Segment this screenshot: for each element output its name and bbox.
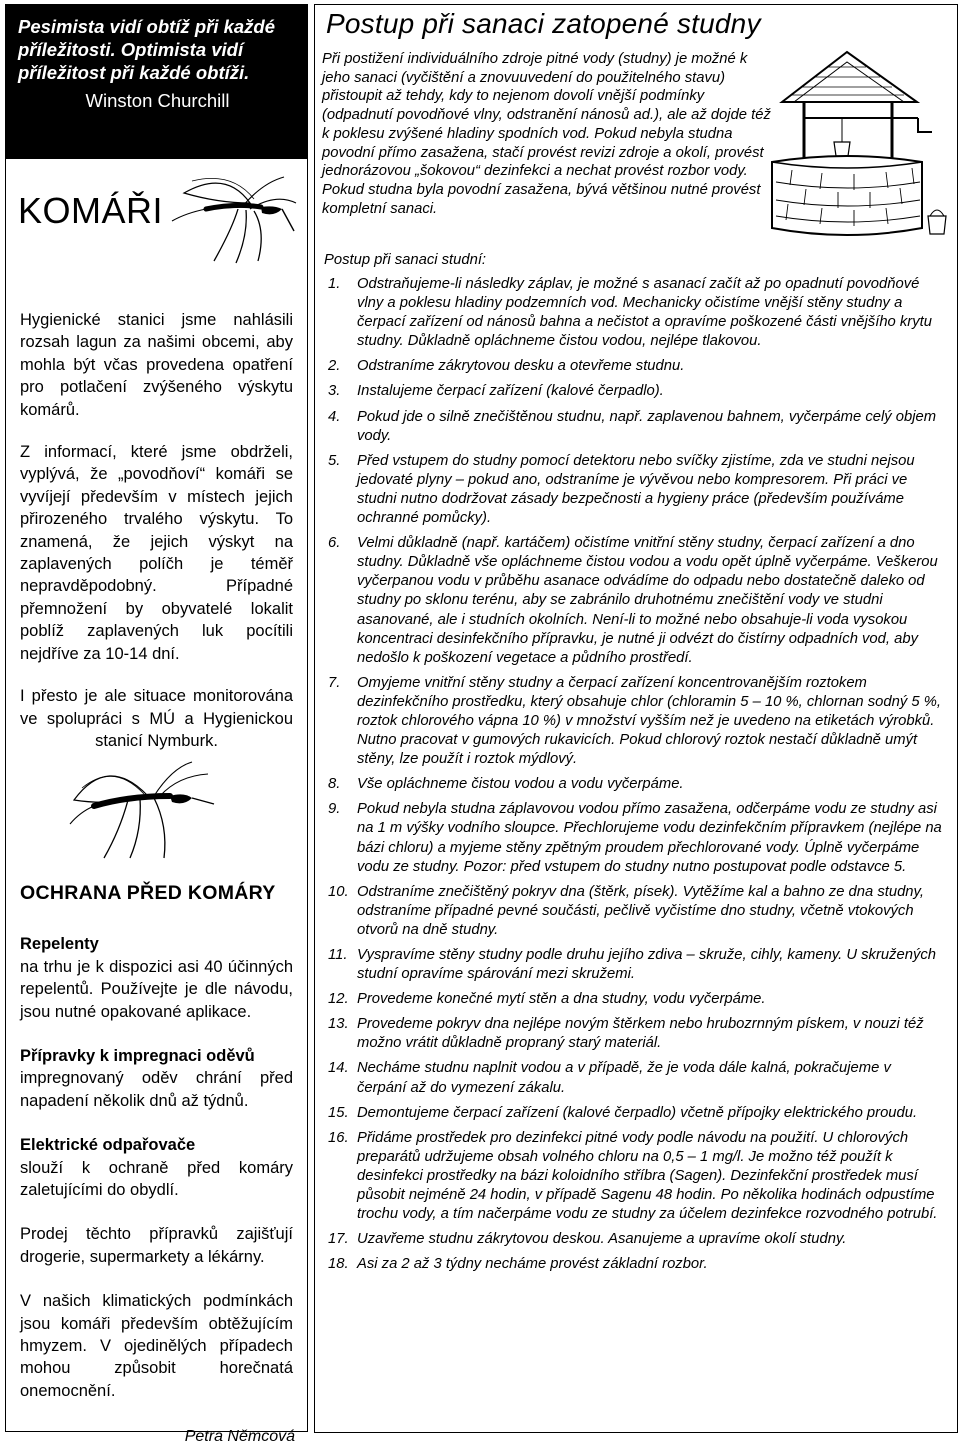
step-text: Asi za 2 až 3 týdny necháme provést základní rozbor. bbox=[357, 1256, 708, 1273]
step-text: Instalujeme čerpací zařízení (kalové čerpadlo). bbox=[357, 383, 664, 400]
list-item bbox=[324, 946, 944, 984]
article-title: Postup při sanaci zatopené studny bbox=[326, 8, 761, 39]
step-number: 15. bbox=[328, 1104, 349, 1121]
list-item bbox=[324, 800, 944, 876]
komari-paragraph-2: Z informací, které jsme obdrželi, vyplývá, že „povodňoví“ komáři se vyvíjejí především v místech jejich přirozeného trvalého výskytu. To znamená, že jejich výskyt na zaplavených políčh je téměř nepravděpodobný. Případné přemnožení by obyvatelé lokalit poblíž zaplavených luk pocítili nejdříve za 10-14 dní. bbox=[20, 443, 293, 663]
signature: Petra Němcová bbox=[184, 1428, 295, 1446]
impregnace-text: impregnovaný oděv chrání před napadení několik dnů až týdnů. bbox=[20, 1069, 293, 1110]
list-item bbox=[324, 1255, 944, 1274]
prodej-text: Prodej těchto přípravků zajišťují drogerie, supermarkety a lékárny. bbox=[20, 1225, 293, 1266]
step-text: Odstraníme zákrytovou desku a otevřeme studnu. bbox=[357, 358, 685, 375]
step-number: 6. bbox=[328, 535, 341, 552]
step-text: Provedeme konečné mytí stěn a dna studny, vodu vyčerpáme. bbox=[357, 991, 766, 1008]
list-item bbox=[324, 775, 944, 794]
komari-heading: KOMÁŘI bbox=[18, 190, 164, 231]
list-item bbox=[324, 452, 944, 528]
step-number: 8. bbox=[328, 776, 341, 793]
step-text: Vyspravíme stěny studny podle druhu jejího zdiva – skruže, cihly, kameny. U skružených studní opravíme spárování mezi skružemi. bbox=[357, 947, 936, 983]
mosquito-icon bbox=[166, 173, 298, 265]
step-text: Velmi důkladně (např. kartáčem) očistíme vnitřní stěny studny, čerpací zařízení a dno studny. Důkladně vše opláchneme čistou vodou a vodu opět úplně vyčerpáme. Veškerou vyčerpanou vodu v průběhu asanace odvádíme do odpadu nebo dostatečně daleko od studny po sklonu terénu, aby se zabránilo druhotnému znečištění vody ve studni asanované, ale i studních okolních. Není-li to možné nebo obsahuje-li voda vysokou koncentraci desinfekčního přípravku, je nutné ji odvézt do čistírny odpadních vod, aby nedošlo k poškození vegetace a půdního prostředí. bbox=[357, 535, 938, 666]
step-text: Uzavřeme studnu zákrytovou deskou. Asanujeme a upravíme okolí studny. bbox=[357, 1231, 847, 1248]
intro-paragraph: Při postižení individuálního zdroje pitné vody (studny) je možné k jeho sanaci (vyčištění a znovuuvedení do použitelného stavu) přistoupit až tehdy, kdy to nejenom dovolí vnější podmínky (odpadnutí povodňové vlny, odstranění nánosů ad.), ale až dojde též k poklesu zvýšené hladiny spodních vod. Pokud nebyla studna povodní přímo zasažena, stačí provést revizi zdroje a okolí, provést jednorázovou „šokovou“ dezinfekci a nechat provést rozbor vody. Pokud studna byla povodní zasažena, bývá většinou nutné provést kompletní sanaci. bbox=[322, 51, 771, 217]
step-text: Provedeme pokryv dna nejlépe novým štěrkem nebo hrubozrnným pískem, v nouzi též možno vrátit důkladně propraný starý materiál. bbox=[357, 1016, 924, 1052]
quote-author: Winston Churchill bbox=[85, 90, 230, 111]
step-text: Omyjeme vnitřní stěny studny a čerpací zařízení koncentrovanějším roztokem dezinfekčního prostředku, který obsahuje chlor (chloramin 5 – 10 %, chlornan sodný 5 %, roztok chlorového vápna 10 %) v množství vyšším než je uvedeno na etiketách výrobků. Nutno pracovat v gumových rukavicích. Pokud chlorový roztok nestačí důkladně umýt stěny, lze použít i roztok mýdlový. bbox=[357, 674, 941, 768]
impregnace-heading: Přípravky k impregnaci oděvů bbox=[20, 1046, 255, 1065]
ochrana-heading: OCHRANA PŘED KOMÁRY bbox=[20, 882, 276, 905]
step-text: Vše opláchneme čistou vodou a vodu vyčerpáme. bbox=[357, 776, 684, 793]
steps-list bbox=[324, 275, 944, 1280]
step-number: 16. bbox=[328, 1129, 349, 1146]
komari-paragraph-3: I přesto je ale situace monitorována ve spolupráci s MÚ a Hygienickou stanicí Nymburk. bbox=[20, 687, 293, 750]
list-item bbox=[324, 1104, 944, 1123]
step-number: 12. bbox=[328, 991, 349, 1008]
step-text: Necháme studnu naplnit vodou a v případě, že je voda dále kalná, pokračujeme v čerpání až do vymezení zákalu. bbox=[357, 1060, 891, 1096]
list-item bbox=[324, 1059, 944, 1097]
step-number: 5. bbox=[328, 452, 341, 469]
step-number: 14. bbox=[328, 1060, 349, 1077]
komari-paragraph-1: Hygienické stanici jsme nahlásili rozsah lagun za našimi obcemi, aby mohla být včas provedena opatření pro potlačení zvýšeného výskytu komárů. bbox=[20, 311, 293, 419]
komari-header bbox=[6, 159, 307, 269]
left-column bbox=[5, 4, 308, 1446]
list-item bbox=[324, 357, 944, 376]
list-item bbox=[324, 275, 944, 351]
repelenty-heading: Repelenty bbox=[20, 935, 99, 954]
right-column bbox=[314, 0, 960, 1437]
list-item bbox=[324, 990, 944, 1009]
step-text: Odstraníme znečištěný pokryv dna (štěrk, písek). Vytěžíme kal a bahno ze dna studny, odstraníme případné pevné součásti, pečlivě vyčistíme dno studny, včetně vtokových otvorů na dně studny. bbox=[357, 883, 924, 938]
steps-heading: Postup při sanaci studní: bbox=[324, 252, 487, 268]
quote-text: Pesimista vidí obtíž při každé příležitosti. Optimista vidí příležitost při každé obtíži. bbox=[18, 16, 276, 83]
step-text: Přidáme prostředek pro dezinfekci pitné vody podle návodu na použití. U chlorových preparátů udržujeme obsah volného chloru na 0,5 – 1 mg/l. Je možno též použít k desinfekci prostředky na bázi koloidního stříbra (Sagen). Dezinfekční prostředek musí působit nejméně 24 hodin, v případě Sagenu 48 hodin. Po několika hodinách odpustíme trochu vody, a tím načerpáme vodu ze studny za účelem dezinfekce rozvodného potrubí. bbox=[357, 1129, 938, 1223]
list-item bbox=[324, 382, 944, 401]
step-text: Pokud jde o silně znečištěnou studnu, např. zaplavenou bahnem, vyčerpáme celý objem vody. bbox=[357, 408, 937, 444]
step-number: 11. bbox=[328, 947, 348, 963]
list-item bbox=[324, 1129, 944, 1224]
step-text: Před vstupem do studny pomocí detektoru nebo svíčky zjistíme, zda ve studni nejsou jedovaté plyny – pokud ano, odstraníme je vývěvou nebo kompresorem. Při práci ve studni nutno dodržovat zásady bezpečnosti a hygieny práce (především používáme ochranné pomůcky). bbox=[357, 452, 915, 527]
step-number: 18. bbox=[328, 1256, 349, 1273]
step-number: 13. bbox=[328, 1016, 349, 1033]
step-text: Odstraňujeme-li následky záplav, je možné s asanací začít až po opadnutí povodňové vlny a poklesu hladiny podzemních vod. Mechanicky očistíme vnější stěny studny a čerpací zařízení od nánosů bahna a nečistot a opravíme poškozené části vnějšího krytu studny. Důkladně opláchneme čistou vodou, nejlépe tlakovou. bbox=[357, 276, 932, 350]
list-item bbox=[324, 408, 944, 446]
list-item bbox=[324, 674, 944, 769]
klima-text: V našich klimatických podmínkách jsou komáři především obtěžujícím hmyzem. V ojedinělých případech mohou způsobit horečnatá onemocnění. bbox=[20, 1292, 293, 1400]
mosquito-illustration bbox=[68, 760, 218, 860]
odparovace-heading: Elektrické odpařovače bbox=[20, 1136, 196, 1155]
step-number: 1. bbox=[328, 276, 341, 292]
odparovace-text: slouží k ochraně před komáry zaletujícími do obydlí. bbox=[20, 1158, 293, 1199]
step-text: Demontujeme čerpací zařízení (kalové čerpadlo) včetně přípojky elektrického proudu. bbox=[357, 1104, 918, 1121]
list-item bbox=[324, 1015, 944, 1053]
quote-box bbox=[6, 5, 307, 159]
step-number: 10. bbox=[328, 883, 349, 900]
list-item bbox=[324, 534, 944, 668]
step-number: 9. bbox=[328, 801, 341, 818]
list-item bbox=[324, 883, 944, 940]
step-text: Pokud nebyla studna záplavovou vodou přímo zasažena, odčerpáme vodu ze studny asi na 1 m výšky vodního sloupce. Přechlorujeme vodu dezinfekčním přípravkem (nejlépe na bázi chloru) a myjeme stěny zpětným proudem přechlorované vody. Úplně vyčerpáme vodu ze studny. Pozor: před vstupem do studny nutno postupovat podle odstavce 5. bbox=[357, 801, 942, 875]
list-item bbox=[324, 1230, 944, 1249]
step-number: 3. bbox=[328, 383, 341, 400]
step-number: 7. bbox=[328, 674, 341, 691]
step-number: 4. bbox=[328, 408, 341, 425]
step-number: 2. bbox=[328, 358, 341, 375]
repelenty-text: na trhu je k dispozici asi 40 účinných repelentů. Používejte je dle návodu, jsou nutné opakované aplikace. bbox=[20, 957, 293, 1021]
step-number: 17. bbox=[328, 1231, 349, 1248]
